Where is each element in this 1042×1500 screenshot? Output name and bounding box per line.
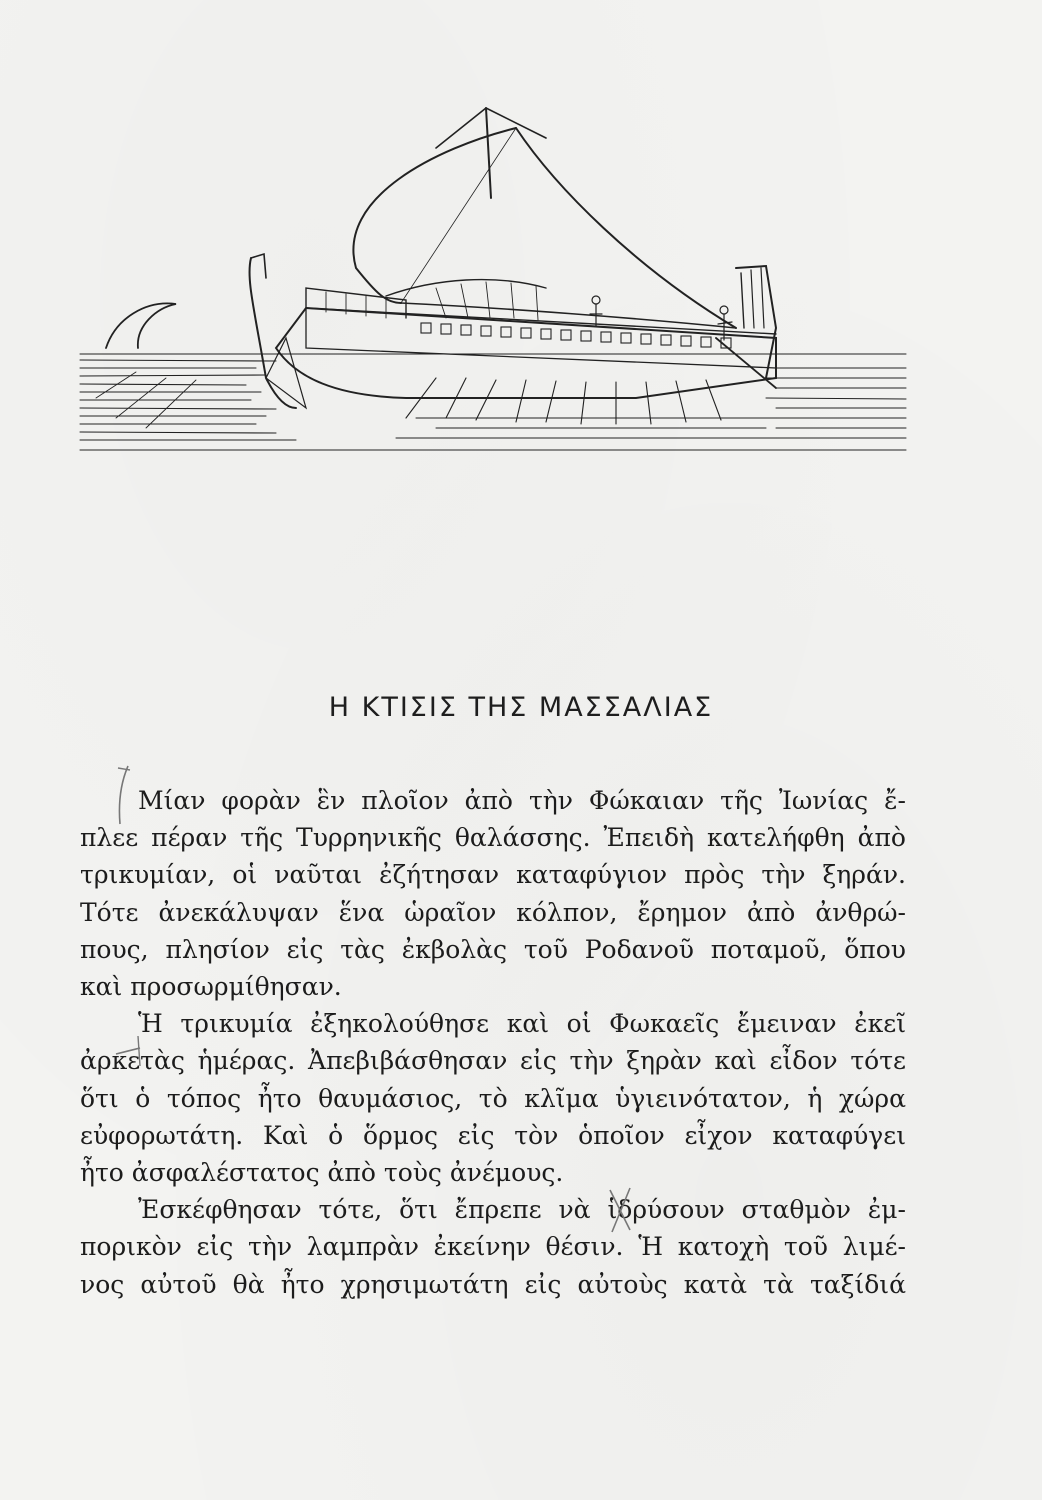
text-line: καὶ προσωρμίθησαν. — [80, 972, 342, 1002]
text-line: νος αὐτοῦ θὰ ἦτο χρησιμωτάτη εἰς αὐτοὺς κατὰ τὰ ταξίδιά — [80, 1269, 906, 1299]
page-title: Η ΚΤΙΣΙΣ ΤΗΣ ΜΑΣΣΑΛΙΑΣ — [328, 692, 714, 723]
text-line: ἀρκετὰς ἡμέρας. Ἀπεβιβάσθησαν εἰς τὴν ξηρὰν καὶ εἶδον τότε — [80, 1046, 906, 1076]
text-line: πορικὸν εἰς τὴν λαμπρὰν ἐκείνην θέσιν. Ἡ κατοχὴ τοῦ λιμέ- — [80, 1232, 906, 1262]
text-line: εὐφορωτάτη. Καὶ ὁ ὅρμος εἰς τὸν ὁποῖον εἶχον καταφύγει — [80, 1120, 906, 1150]
text-line: πους, πλησίον εἰς τὰς ἐκβολὰς τοῦ Ροδανοῦ ποταμοῦ, ὅπου — [80, 934, 906, 964]
text-line: ὅτι ὁ τόπος ἦτο θαυμάσιος, τὸ κλῖμα ὑγιεινότατον, ἡ χώρα — [80, 1083, 906, 1113]
ancient-galley-ship-icon — [76, 78, 912, 462]
paragraph-2 — [80, 1005, 906, 1191]
text-line: Τότε ἀνεκάλυψαν ἕνα ὡραῖον κόλπον, ἔρημον ἀπὸ ἀνθρώ- — [80, 897, 906, 927]
paragraph-3 — [80, 1191, 906, 1303]
text-line: Μίαν φορὰν ἓν πλοῖον ἀπὸ τὴν Φώκαιαν τῆς Ἰωνίας ἔ- — [138, 786, 906, 815]
text-line: Ἡ τρικυμία ἐξηκολούθησε καὶ οἱ Φωκαεῖς ἔμειναν ἐκεῖ — [138, 1009, 906, 1039]
text-line: τρικυμίαν, οἱ ναῦται ἐζήτησαν καταφύγιον πρὸς τὴν ξηράν. — [80, 860, 906, 890]
body-text — [80, 782, 906, 1303]
paragraph-1 — [80, 782, 906, 1005]
text-line: ἦτο ἀσφαλέστατος ἀπὸ τοὺς ἀνέμους. — [80, 1158, 564, 1188]
text-line: Ἐσκέφθησαν τότε, ὅτι ἔπρεπε νὰ ἱδρύσουν σταθμὸν ἐμ- — [138, 1195, 906, 1225]
text-line: πλεε πέραν τῆς Τυρρηνικῆς θαλάσσης. Ἐπειδὴ κατελήφθη ἀπὸ — [80, 823, 906, 853]
